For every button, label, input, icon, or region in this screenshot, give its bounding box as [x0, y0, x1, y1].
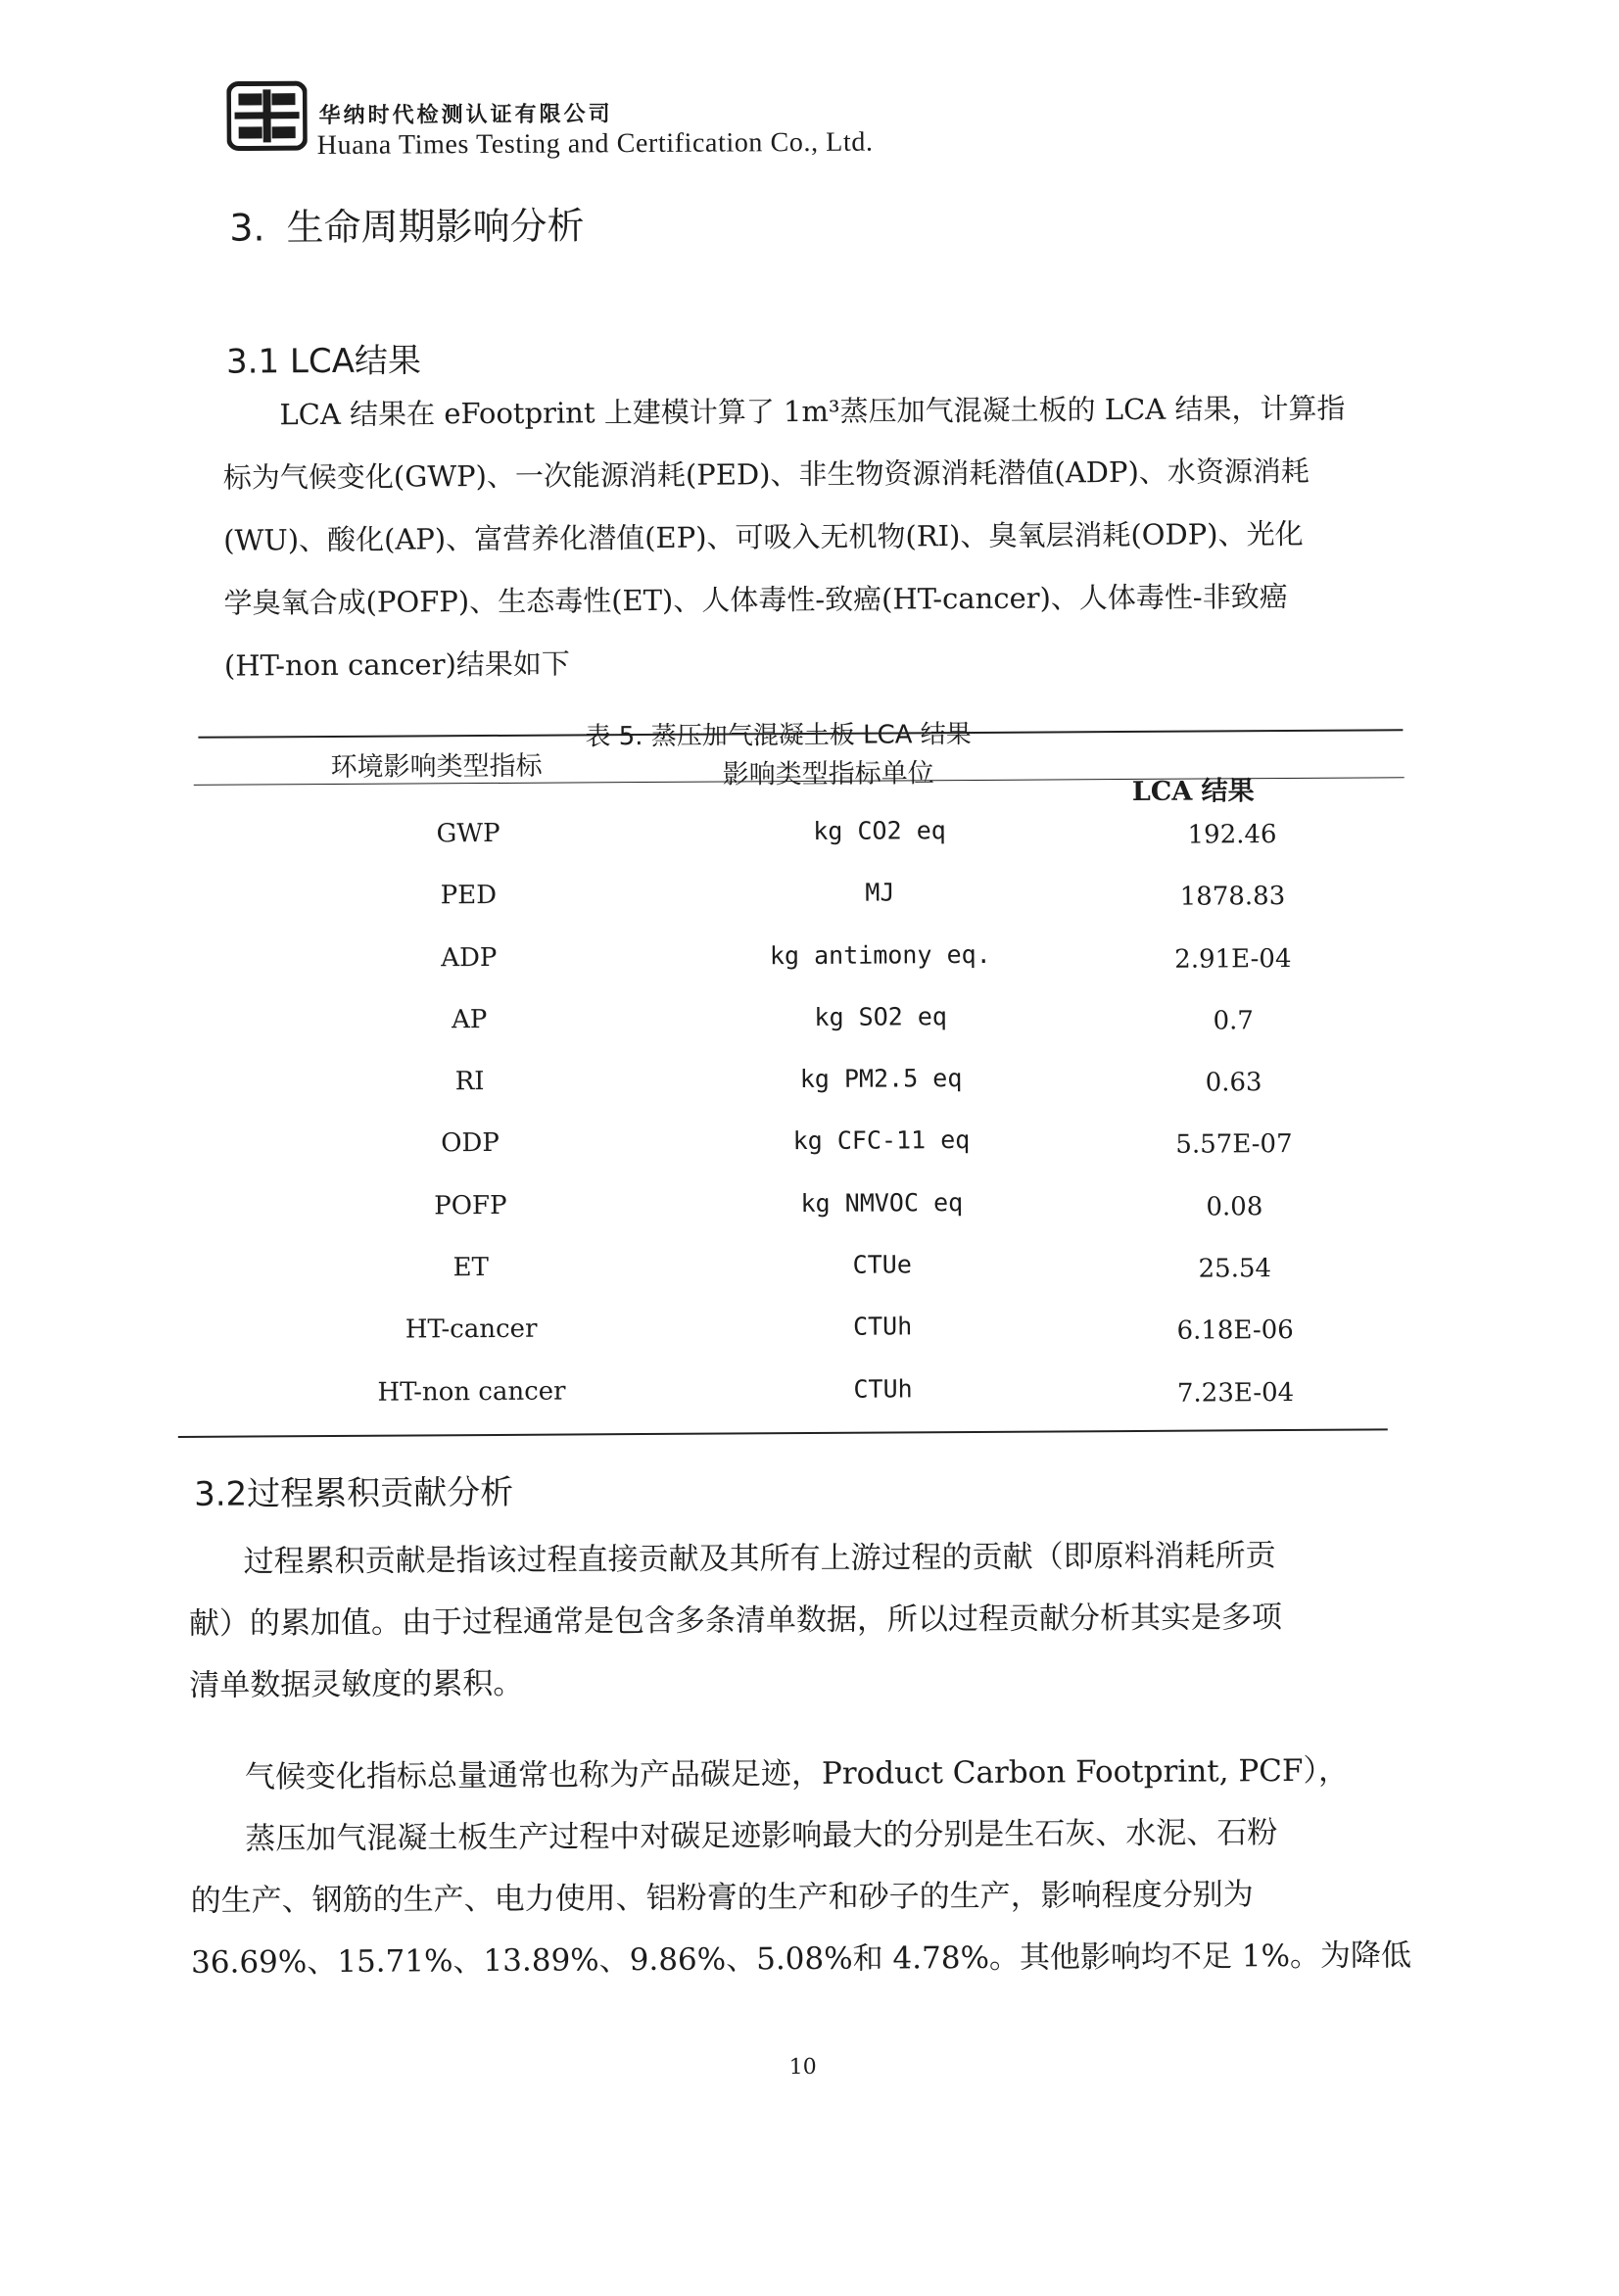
table-cell-unit: kg PM2.5 eq — [799, 1064, 963, 1094]
paragraph-line: (HT-non cancer)结果如下 — [223, 646, 570, 683]
paragraph-line: 清单数据灵敏度的累积。 — [189, 1665, 524, 1703]
table-header-unit: 影响类型指标单位 — [722, 758, 934, 790]
table-cell-indicator: AP — [451, 1004, 488, 1035]
table-cell-indicator: HT-cancer — [405, 1315, 538, 1345]
table-cell-unit: kg CO2 eq — [813, 816, 946, 845]
company-logo-icon — [226, 79, 307, 152]
paragraph-line: 36.69%、15.71%、13.89%、9.86%、5.08%和 4.78%。其他影响均不足 1%。为降低 — [190, 1937, 1412, 1981]
table-row — [175, 1051, 1405, 1121]
table-header-result: LCA 结果 — [1131, 776, 1255, 807]
section-3-heading — [229, 195, 585, 251]
table-cell-result: 0.63 — [1205, 1068, 1262, 1098]
paragraph-line: 气候变化指标总量通常也称为产品碳足迹，Product Carbon Footprint, PCF）， — [244, 1752, 1350, 1795]
table-cell-result: 2.91E-04 — [1174, 943, 1292, 975]
table-cell-unit: CTUh — [852, 1312, 913, 1342]
table-caption: 表 5. 蒸压加气混凝土板 LCA 结果 — [585, 719, 972, 752]
table-row — [174, 803, 1405, 873]
table-cell-indicator: POFP — [434, 1190, 507, 1221]
table-body — [174, 803, 1408, 1431]
table-cell-result: 0.7 — [1213, 1006, 1254, 1036]
paragraph-line: 过程累积贡献是指该过程直接贡献及其所有上游过程的贡献（即原料消耗所贡 — [243, 1538, 1276, 1580]
section-3-2-paragraph-2 — [190, 1740, 1412, 1994]
table-cell-unit: MJ — [865, 878, 895, 907]
table-cell-unit: kg SO2 eq — [814, 1002, 948, 1031]
table-cell-result: 5.57E-07 — [1175, 1129, 1293, 1161]
table-header-row — [173, 739, 1404, 807]
paragraph-line: (WU)、酸化(AP)、富营养化潜值(EP)、可吸入无机物(RI)、臭氧层消耗(ODP)、光化 — [223, 516, 1304, 557]
table-row — [177, 1237, 1407, 1307]
company-name-en: Huana Times Testing and Certification Co., Ltd. — [316, 126, 874, 162]
section-3-2-paragraph-1 — [188, 1524, 1379, 1716]
table-cell-indicator: ET — [452, 1253, 490, 1283]
section-3-number: 3. — [229, 206, 265, 250]
table-cell-indicator: HT-non cancer — [377, 1376, 566, 1408]
table-cell-indicator: ADP — [441, 942, 498, 973]
table-cell-indicator: PED — [440, 881, 498, 911]
section-3-title: 生命周期影响分析 — [286, 204, 585, 250]
paragraph-line: 蒸压加气混凝土板生产过程中对碳足迹影响最大的分别是生石灰、水泥、石粉 — [245, 1815, 1278, 1857]
table-row — [174, 866, 1405, 935]
table-cell-result: 6.18E-06 — [1176, 1315, 1294, 1347]
paragraph-line: LCA 结果在 eFootprint 上建模计算了 1m³蒸压加气混凝土板的 LCA 结果，计算指 — [279, 391, 1346, 432]
page-number: 10 — [788, 2054, 817, 2081]
table-cell-indicator: GWP — [436, 818, 500, 849]
table-bottom-rule — [178, 1428, 1388, 1438]
section-3-1-paragraph — [222, 376, 1409, 696]
table-cell-unit: kg NMVOC eq — [800, 1187, 964, 1218]
table-cell-result: 0.08 — [1206, 1191, 1263, 1222]
company-name-cn: 华纳时代检测认证有限公司 — [318, 102, 613, 129]
table-row — [175, 989, 1405, 1059]
table-row — [177, 1362, 1407, 1431]
table-row — [176, 1114, 1406, 1183]
table-cell-result: 25.54 — [1198, 1254, 1272, 1284]
table-header-indicator: 环境影响类型指标 — [330, 750, 543, 783]
table-cell-result: 192.46 — [1187, 820, 1277, 850]
table-cell-result: 7.23E-04 — [1176, 1377, 1295, 1409]
table-cell-unit: kg antimony eq. — [769, 939, 991, 970]
paragraph-line: 学臭氧合成(POFP)、生态毒性(ET)、人体毒性-致癌(HT-cancer)、人体毒性-非致癌 — [223, 580, 1288, 620]
section-3-2-heading: 3.2过程累积贡献分析 — [194, 1472, 514, 1514]
table-row — [176, 1175, 1406, 1245]
table-cell-result: 1878.83 — [1179, 882, 1286, 912]
paragraph-line: 标为气候变化(GWP)、一次能源消耗(PED)、非生物资源消耗潜值(ADP)、水资源消耗 — [222, 454, 1309, 495]
table-row — [175, 928, 1405, 997]
table-row — [177, 1300, 1407, 1369]
table-cell-indicator: RI — [454, 1067, 485, 1097]
table-cell-unit: CTUe — [852, 1250, 912, 1279]
table-cell-indicator: ODP — [441, 1128, 500, 1159]
paragraph-line: 献）的累加值。由于过程通常是包含多条清单数据，所以过程贡献分析其实是多项 — [188, 1600, 1283, 1642]
paragraph-line: 的生产、钢筋的生产、电力使用、铝粉膏的生产和砂子的生产，影响程度分别为 — [190, 1877, 1254, 1919]
section-3-1-heading: 3.1 LCA结果 — [225, 341, 422, 382]
table-cell-unit: CTUh — [853, 1374, 913, 1404]
table-cell-unit: kg CFC-11 eq — [792, 1125, 971, 1156]
